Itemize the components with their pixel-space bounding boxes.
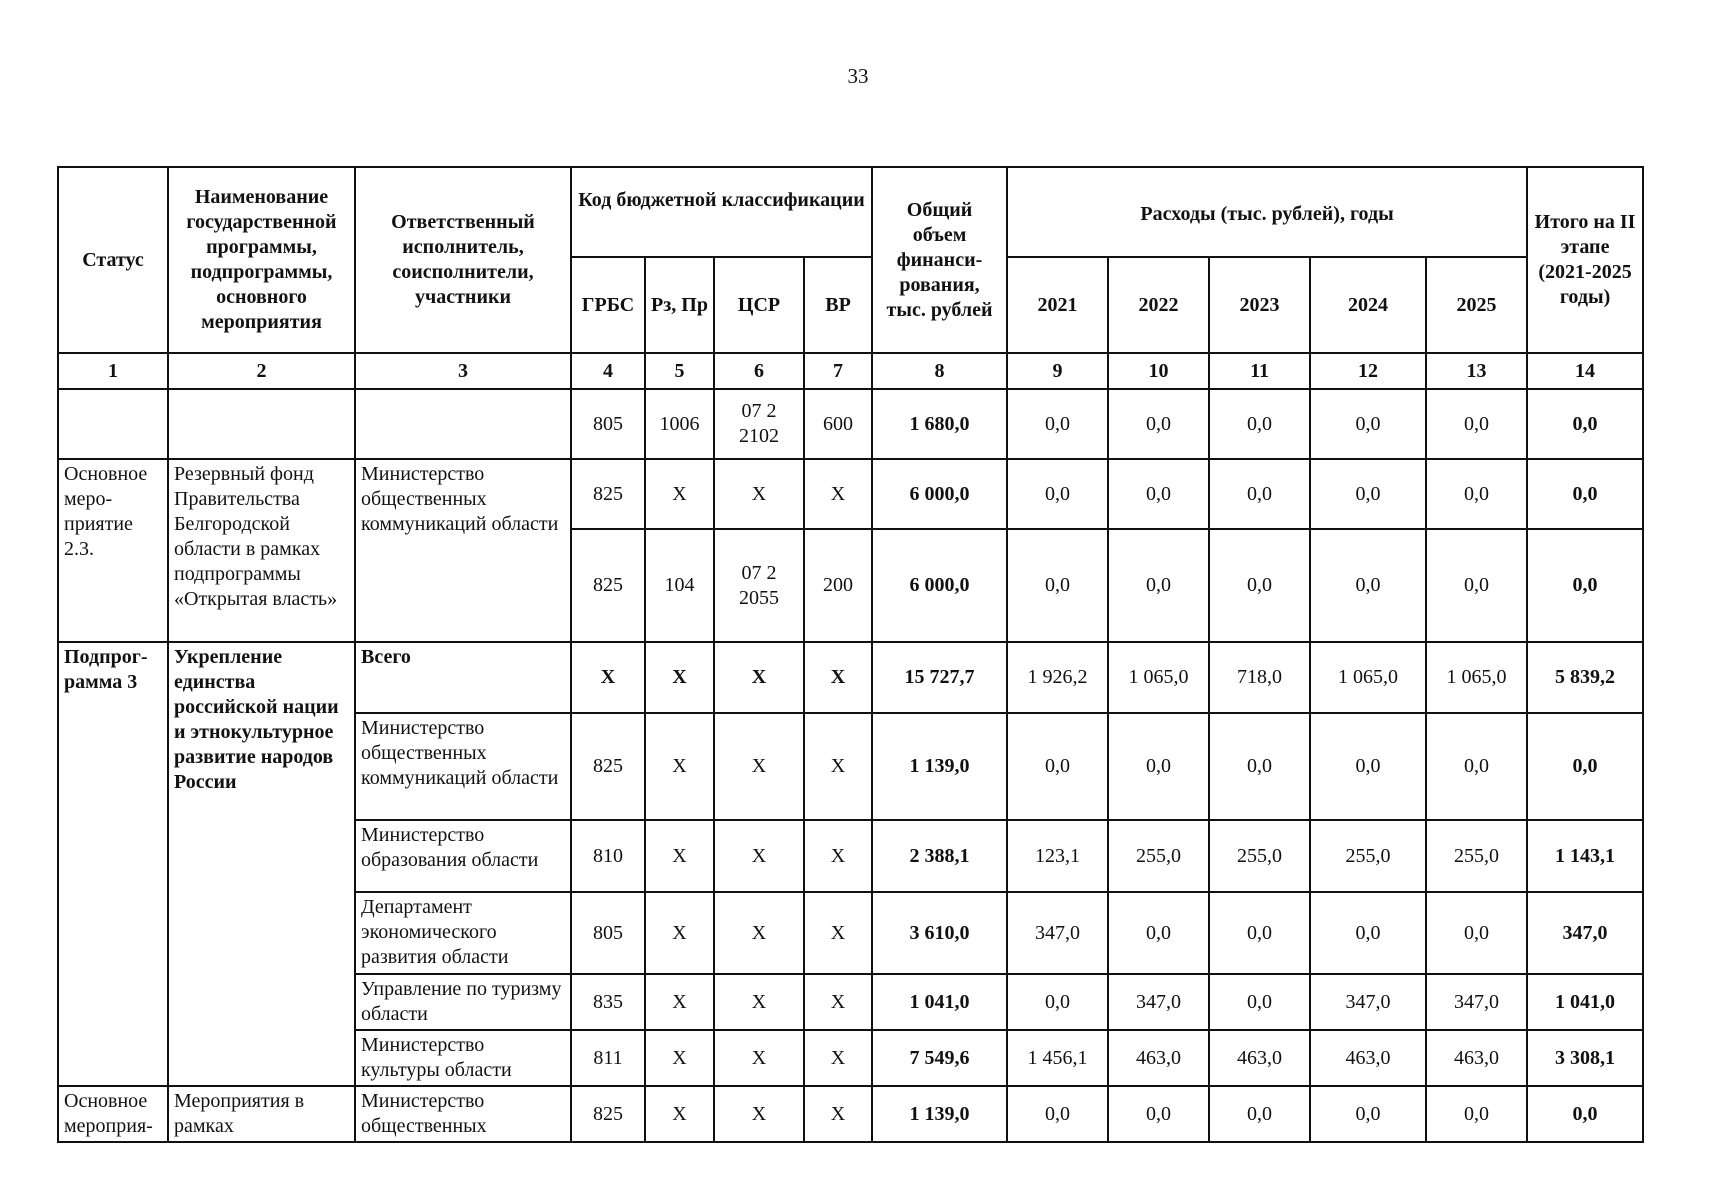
y2024-cell: 0,0	[1310, 1086, 1426, 1142]
stage-total-cell: 0,0	[1527, 713, 1643, 820]
rz-pr-cell: Х	[645, 713, 714, 820]
y2025-cell: 0,0	[1426, 892, 1527, 974]
y2023-cell: 463,0	[1209, 1030, 1310, 1086]
grbs-cell: 805	[571, 389, 645, 459]
y2023-cell: 0,0	[1209, 713, 1310, 820]
vr-cell: Х	[804, 1086, 872, 1142]
total-cell: 3 610,0	[872, 892, 1007, 974]
csr-cell: Х	[714, 459, 804, 529]
col-num: 7	[804, 353, 872, 389]
stage-total-cell: 3 308,1	[1527, 1030, 1643, 1086]
col-num: 4	[571, 353, 645, 389]
y2022-cell: 0,0	[1108, 389, 1209, 459]
grbs-cell: 825	[571, 529, 645, 642]
col-num: 10	[1108, 353, 1209, 389]
y2025-cell: 347,0	[1426, 974, 1527, 1030]
col-num: 1	[58, 353, 168, 389]
y2023-cell: 0,0	[1209, 892, 1310, 974]
y2024-cell: 0,0	[1310, 529, 1426, 642]
executor-cell: Управление по туризму области	[355, 974, 571, 1030]
y2022-cell: 0,0	[1108, 892, 1209, 974]
executor-cell: Министерство образования области	[355, 820, 571, 892]
y2021-cell: 1 456,1	[1007, 1030, 1108, 1086]
grbs-cell: 825	[571, 459, 645, 529]
col-num: 14	[1527, 353, 1643, 389]
col-num: 9	[1007, 353, 1108, 389]
rz-pr-cell: Х	[645, 974, 714, 1030]
stage-total-cell: 0,0	[1527, 389, 1643, 459]
y2022-cell: 0,0	[1108, 529, 1209, 642]
header-program-name: Наименование государственной программы, подпрограммы, основного мероприятия	[168, 167, 355, 353]
header-stage-total: Итого на II этапе (2021-2025 годы)	[1527, 167, 1643, 353]
col-num: 13	[1426, 353, 1527, 389]
rz-pr-cell: Х	[645, 1086, 714, 1142]
header-status: Статус	[58, 167, 168, 353]
name-cell: Резервный фонд Правительства Белгородской области в рамках подпрограммы «Открытая власть»	[168, 459, 355, 642]
vr-cell: 600	[804, 389, 872, 459]
vr-cell: Х	[804, 642, 872, 713]
y2025-cell: 463,0	[1426, 1030, 1527, 1086]
csr-cell: Х	[714, 974, 804, 1030]
status-cell: Основное мероприя-	[58, 1086, 168, 1142]
header-2023: 2023	[1209, 257, 1310, 353]
y2021-cell: 123,1	[1007, 820, 1108, 892]
y2025-cell: 0,0	[1426, 459, 1527, 529]
executor-cell	[355, 389, 571, 459]
csr-cell: Х	[714, 820, 804, 892]
y2024-cell: 0,0	[1310, 713, 1426, 820]
page-number: 33	[847, 64, 869, 88]
y2021-cell: 0,0	[1007, 1086, 1108, 1142]
header-grbs: ГРБС	[571, 257, 645, 353]
col-num: 6	[714, 353, 804, 389]
rz-pr-cell: Х	[645, 459, 714, 529]
grbs-cell: 810	[571, 820, 645, 892]
y2022-cell: 0,0	[1108, 1086, 1209, 1142]
csr-cell: Х	[714, 1086, 804, 1142]
y2022-cell: 0,0	[1108, 459, 1209, 529]
name-cell: Укрепление единства российской нации и этнокультурное развитие народов России	[168, 642, 355, 1086]
grbs-cell: Х	[571, 642, 645, 713]
table-row	[58, 1086, 1643, 1142]
total-cell: 15 727,7	[872, 642, 1007, 713]
col-num: 2	[168, 353, 355, 389]
header-2024: 2024	[1310, 257, 1426, 353]
vr-cell: Х	[804, 459, 872, 529]
header-vr: ВР	[804, 257, 872, 353]
stage-total-cell: 1 041,0	[1527, 974, 1643, 1030]
stage-total-cell: 0,0	[1527, 529, 1643, 642]
y2024-cell: 1 065,0	[1310, 642, 1426, 713]
y2022-cell: 1 065,0	[1108, 642, 1209, 713]
y2025-cell: 0,0	[1426, 529, 1527, 642]
total-cell: 1 680,0	[872, 389, 1007, 459]
y2024-cell: 463,0	[1310, 1030, 1426, 1086]
y2024-cell: 347,0	[1310, 974, 1426, 1030]
stage-total-cell: 0,0	[1527, 1086, 1643, 1142]
header-rz-pr: Рз, Пр	[645, 257, 714, 353]
y2022-cell: 0,0	[1108, 713, 1209, 820]
header-2022: 2022	[1108, 257, 1209, 353]
y2022-cell: 347,0	[1108, 974, 1209, 1030]
column-number-row	[58, 353, 1643, 389]
col-num: 5	[645, 353, 714, 389]
header-expenses: Расходы (тыс. рублей), годы	[1007, 167, 1527, 257]
rz-pr-cell: Х	[645, 1030, 714, 1086]
y2021-cell: 0,0	[1007, 974, 1108, 1030]
header-csr: ЦСР	[714, 257, 804, 353]
rz-pr-cell: Х	[645, 892, 714, 974]
y2023-cell: 0,0	[1209, 1086, 1310, 1142]
y2023-cell: 718,0	[1209, 642, 1310, 713]
budget-table	[57, 166, 1644, 1143]
executor-cell: Министерство общественных коммуникаций области	[355, 713, 571, 820]
grbs-cell: 835	[571, 974, 645, 1030]
col-num: 8	[872, 353, 1007, 389]
stage-total-cell: 5 839,2	[1527, 642, 1643, 713]
header-responsible: Ответственный исполнитель, соисполнители, участники	[355, 167, 571, 353]
header-2021: 2021	[1007, 257, 1108, 353]
executor-cell: Министерство общественных	[355, 1086, 571, 1142]
total-cell: 2 388,1	[872, 820, 1007, 892]
table-row	[58, 642, 1643, 713]
rz-pr-cell: Х	[645, 820, 714, 892]
y2023-cell: 0,0	[1209, 529, 1310, 642]
y2023-cell: 0,0	[1209, 459, 1310, 529]
total-cell: 7 549,6	[872, 1030, 1007, 1086]
csr-cell: Х	[714, 642, 804, 713]
csr-cell: Х	[714, 713, 804, 820]
vr-cell: 200	[804, 529, 872, 642]
header-2025: 2025	[1426, 257, 1527, 353]
header-total-volume: Общий объем финанси-рования, тыс. рублей	[872, 167, 1007, 353]
y2025-cell: 0,0	[1426, 389, 1527, 459]
executor-cell: Всего	[355, 642, 571, 713]
y2025-cell: 0,0	[1426, 1086, 1527, 1142]
y2025-cell: 255,0	[1426, 820, 1527, 892]
y2021-cell: 0,0	[1007, 713, 1108, 820]
header-budget-code: Код бюджетной классификации	[571, 167, 872, 257]
total-cell: 1 139,0	[872, 1086, 1007, 1142]
table-row	[58, 389, 1643, 459]
y2023-cell: 0,0	[1209, 389, 1310, 459]
table-row	[58, 459, 1643, 529]
rz-pr-cell: Х	[645, 642, 714, 713]
y2021-cell: 0,0	[1007, 459, 1108, 529]
grbs-cell: 805	[571, 892, 645, 974]
grbs-cell: 825	[571, 713, 645, 820]
total-cell: 1 139,0	[872, 713, 1007, 820]
csr-cell: Х	[714, 892, 804, 974]
name-cell	[168, 389, 355, 459]
name-cell: Мероприятия в рамках	[168, 1086, 355, 1142]
vr-cell: Х	[804, 1030, 872, 1086]
y2024-cell: 0,0	[1310, 459, 1426, 529]
vr-cell: Х	[804, 820, 872, 892]
y2021-cell: 347,0	[1007, 892, 1108, 974]
total-cell: 1 041,0	[872, 974, 1007, 1030]
y2025-cell: 0,0	[1426, 713, 1527, 820]
vr-cell: Х	[804, 892, 872, 974]
vr-cell: Х	[804, 713, 872, 820]
col-num: 12	[1310, 353, 1426, 389]
stage-total-cell: 1 143,1	[1527, 820, 1643, 892]
y2023-cell: 255,0	[1209, 820, 1310, 892]
csr-cell: Х	[714, 1030, 804, 1086]
status-cell: Основное меро-приятие 2.3.	[58, 459, 168, 642]
rz-pr-cell: 1006	[645, 389, 714, 459]
col-num: 3	[355, 353, 571, 389]
stage-total-cell: 347,0	[1527, 892, 1643, 974]
y2024-cell: 0,0	[1310, 892, 1426, 974]
y2024-cell: 255,0	[1310, 820, 1426, 892]
csr-cell: 07 2 2055	[714, 529, 804, 642]
csr-cell: 07 2 2102	[714, 389, 804, 459]
executor-cell: Министерство общественных коммуникаций области	[355, 459, 571, 642]
grbs-cell: 811	[571, 1030, 645, 1086]
vr-cell: Х	[804, 974, 872, 1030]
status-cell	[58, 389, 168, 459]
y2025-cell: 1 065,0	[1426, 642, 1527, 713]
executor-cell: Министерство культуры области	[355, 1030, 571, 1086]
y2022-cell: 463,0	[1108, 1030, 1209, 1086]
y2024-cell: 0,0	[1310, 389, 1426, 459]
col-num: 11	[1209, 353, 1310, 389]
y2023-cell: 0,0	[1209, 974, 1310, 1030]
rz-pr-cell: 104	[645, 529, 714, 642]
stage-total-cell: 0,0	[1527, 459, 1643, 529]
y2022-cell: 255,0	[1108, 820, 1209, 892]
status-cell: Подпрог-рамма 3	[58, 642, 168, 1086]
total-cell: 6 000,0	[872, 529, 1007, 642]
y2021-cell: 0,0	[1007, 389, 1108, 459]
grbs-cell: 825	[571, 1086, 645, 1142]
executor-cell: Департамент экономического развития области	[355, 892, 571, 974]
y2021-cell: 0,0	[1007, 529, 1108, 642]
total-cell: 6 000,0	[872, 459, 1007, 529]
y2021-cell: 1 926,2	[1007, 642, 1108, 713]
